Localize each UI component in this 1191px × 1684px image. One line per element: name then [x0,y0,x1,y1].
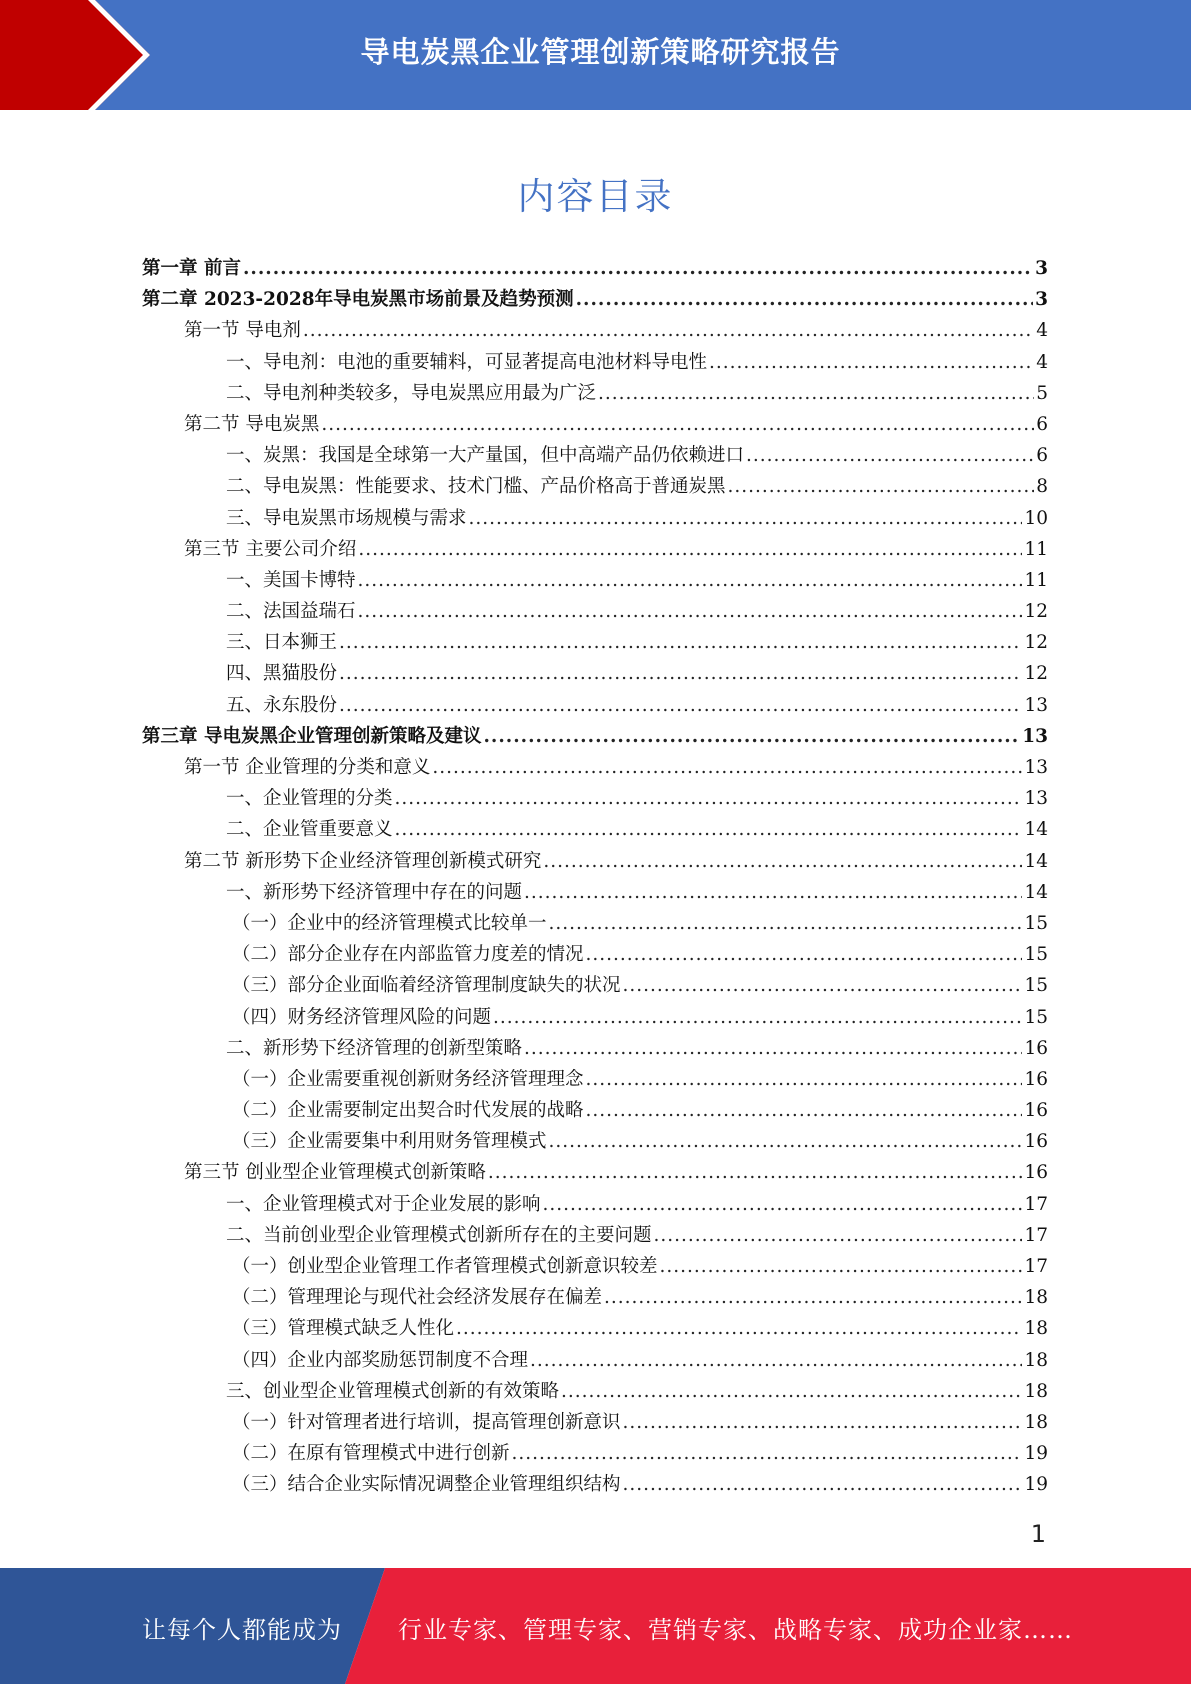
toc-entry[interactable] [142,379,1048,410]
toc-entry-label: 一、企业管理的分类 [226,788,393,810]
toc-entry-label: 第一节 导电剂 [184,320,301,342]
toc-entry-label: 第二章 2023-2028年导电炭黑市场前景及趋势预测 [142,289,574,311]
toc-dot-leader [243,258,1033,279]
toc-entry-page: 5 [1036,382,1048,404]
toc-entry-label: （四）企业内部奖励惩罚制度不合理 [232,1349,529,1371]
toc-title: 内容目录 [517,175,674,218]
toc-entry-page: 12 [1024,601,1048,623]
toc-entry[interactable] [142,940,1048,971]
toc-entry-label: （二）在原有管理模式中进行创新 [232,1443,510,1465]
toc-dot-leader [549,1131,1023,1152]
toc-entry-page: 14 [1024,850,1048,872]
toc-dot-leader [524,882,1022,903]
toc-entry[interactable] [142,410,1048,441]
toc-entry-page: 18 [1024,1411,1048,1433]
toc-entry-page: 11 [1024,538,1048,560]
toc-entry[interactable] [142,597,1048,628]
toc-dot-leader [623,975,1023,996]
toc-entry[interactable] [142,628,1048,659]
page-number: 1 [1030,1520,1046,1548]
toc-entry-label: 二、导电剂种类较多，导电炭黑应用最为广泛 [226,382,597,404]
toc-entry[interactable] [142,659,1048,690]
toc-entry-page: 13 [1022,725,1048,747]
toc-entry-page: 13 [1024,788,1048,810]
toc-dot-leader [654,1225,1023,1246]
toc-dot-leader [746,445,1034,466]
toc-dot-leader [543,1194,1023,1215]
toc-dot-leader [483,726,1020,747]
toc-dot-leader [728,476,1035,497]
toc-entry[interactable] [142,1377,1048,1408]
toc-entry[interactable] [142,753,1048,784]
toc-entry-label: 二、导电炭黑：性能要求、技术门槛、产品价格高于普通炭黑 [226,476,726,498]
toc-entry-page: 4 [1036,351,1048,373]
toc-entry-label: 五、永东股份 [226,694,338,716]
toc-entry-label: （一）针对管理者进行培训，提高管理创新意识 [232,1411,621,1433]
toc-entry-page: 12 [1024,632,1048,654]
toc-entry[interactable] [142,815,1048,846]
toc-dot-leader [543,851,1022,872]
toc-entry-label: （一）企业需要重视创新财务经济管理理念 [232,1068,584,1090]
toc-entry-label: 二、企业管重要意义 [226,819,393,841]
toc-entry[interactable] [142,348,1048,379]
toc-entry-page: 16 [1024,1100,1048,1122]
toc-entry-label: （三）部分企业面临着经济管理制度缺失的状况 [232,975,621,997]
toc-entry[interactable] [142,1346,1048,1377]
toc-entry[interactable] [142,1158,1048,1189]
toc-entry-page: 16 [1024,1068,1048,1090]
toc-dot-leader [321,414,1034,435]
toc-dot-leader [586,944,1023,965]
toc-dot-leader [456,1318,1022,1339]
toc-entry-page: 18 [1024,1287,1048,1309]
toc-entry-label: （二）管理理论与现代社会经济发展存在偏差 [232,1287,603,1309]
toc-dot-leader [709,352,1034,373]
toc-entry[interactable] [142,1252,1048,1283]
toc-entry[interactable] [142,1096,1048,1127]
toc-entry-page: 10 [1024,507,1048,529]
toc-entry-label: 第二节 导电炭黑 [184,413,320,435]
toc-entry-page: 11 [1024,569,1048,591]
toc-entry-label: 第三节 主要公司介绍 [184,538,357,560]
toc-entry-page: 15 [1024,912,1048,934]
toc-entry[interactable] [142,1283,1048,1314]
toc-dot-leader [561,1381,1022,1402]
toc-entry-page: 17 [1024,1224,1048,1246]
toc-entry[interactable] [142,1003,1048,1034]
toc-dot-leader [358,601,1023,622]
toc-entry-label: 第三章 导电炭黑企业管理创新策略及建议 [142,725,482,747]
toc-entry[interactable] [142,1314,1048,1345]
toc-dot-leader [469,508,1023,529]
toc-dot-leader [339,695,1022,716]
toc-entry[interactable] [142,1408,1048,1439]
toc-entry[interactable] [142,1034,1048,1065]
toc-entry[interactable] [142,878,1048,909]
toc-dot-leader [586,1069,1023,1090]
toc-dot-leader [586,1100,1023,1121]
toc-entry-label: （一）创业型企业管理工作者管理模式创新意识较差 [232,1256,658,1277]
toc-entry[interactable] [142,441,1048,472]
toc-entry[interactable] [142,691,1048,722]
toc-dot-leader [576,289,1034,310]
toc-entry[interactable] [142,1221,1048,1252]
toc-dot-leader [358,570,1023,591]
toc-entry[interactable] [142,254,1048,285]
toc-entry-label: 第一节 企业管理的分类和意义 [184,757,431,778]
toc-dot-leader [524,1038,1022,1059]
toc-entry-page: 13 [1024,757,1048,778]
toc-entry-page: 14 [1024,881,1048,903]
toc-entry-page: 3 [1035,258,1048,279]
toc-entry-label: 第二节 新形势下企业经济管理创新模式研究 [184,850,542,872]
toc-dot-leader [303,320,1034,341]
toc-dot-leader [358,539,1022,560]
toc-entry-page: 6 [1036,413,1048,435]
toc-dot-leader [598,383,1034,404]
toc-dot-leader [339,663,1022,684]
toc-dot-leader [488,1162,1023,1183]
toc-entry-label: 一、导电剂：电池的重要辅料，可显著提高电池材料导电性 [226,351,708,373]
toc-entry-label: 一、美国卡博特 [226,569,356,591]
footer-slogan-right: 行业专家、管理专家、营销专家、战略专家、成功企业家…… [398,1616,1073,1644]
toc-entry[interactable] [142,1127,1048,1158]
toc-entry[interactable] [142,472,1048,503]
toc-dot-leader [604,1287,1022,1308]
toc-entry-page: 17 [1024,1256,1048,1277]
toc-entry[interactable] [142,285,1048,316]
toc-entry[interactable] [142,566,1048,597]
toc-entry-page: 12 [1024,663,1048,685]
toc-entry-page: 18 [1024,1318,1048,1340]
toc-entry-page: 15 [1024,975,1048,997]
toc-entry[interactable] [142,1190,1048,1221]
toc-entry-label: 二、新形势下经济管理的创新型策略 [226,1037,523,1059]
toc-dot-leader [512,1443,1023,1464]
header-banner [0,0,1191,110]
toc-entry-page: 14 [1024,819,1048,841]
toc-entry[interactable] [142,909,1048,940]
footer-slogan-left: 让每个人都能成为 [142,1616,342,1644]
toc-entry-label: 第三节 创业型企业管理模式创新策略 [184,1162,486,1184]
header-title: 导电炭黑企业管理创新策略研究报告 [360,35,841,69]
toc-entry-page: 13 [1024,694,1048,716]
toc-entry-page: 16 [1024,1037,1048,1059]
toc-entry[interactable] [142,1470,1048,1501]
toc-entry[interactable] [142,847,1048,878]
toc-entry-page: 18 [1024,1380,1048,1402]
toc-dot-leader [623,1412,1023,1433]
toc-entry-label: 一、新形势下经济管理中存在的问题 [226,881,523,903]
toc-entry-page: 8 [1036,476,1048,498]
toc-dot-leader [493,1007,1022,1028]
toc-entry[interactable] [142,1439,1048,1470]
toc-entry[interactable] [142,971,1048,1002]
toc-dot-leader [395,819,1023,840]
toc-entry-label: 三、日本狮王 [226,632,338,654]
toc-entry-page: 17 [1024,1193,1048,1215]
toc-entry-label: （一）企业中的经济管理模式比较单一 [232,912,547,934]
toc-dot-leader [530,1350,1022,1371]
toc-entry-page: 16 [1024,1162,1048,1184]
toc-entry-page: 3 [1035,289,1048,311]
footer-banner [0,1568,1191,1684]
toc-entry[interactable] [142,1065,1048,1096]
toc-dot-leader [623,1474,1023,1495]
toc-entry[interactable] [142,535,1048,566]
toc-entry[interactable] [142,316,1048,347]
toc-entry-page: 4 [1036,320,1048,342]
toc-dot-leader [339,632,1022,653]
toc-dot-leader [395,788,1023,809]
toc-entry-label: （四）财务经济管理风险的问题 [232,1006,492,1028]
toc-entry-label: （二）部分企业存在内部监管力度差的情况 [232,944,584,966]
toc-entry-page: 6 [1036,445,1048,467]
toc-entry-label: 二、当前创业型企业管理模式创新所存在的主要问题 [226,1224,652,1246]
toc-entry-label: 第一章 前言 [142,258,241,279]
toc-entry-label: （三）管理模式缺乏人性化 [232,1318,455,1340]
toc-entry-page: 19 [1024,1474,1048,1496]
toc-entry-label: （二）企业需要制定出契合时代发展的战略 [232,1100,584,1122]
toc-entry[interactable] [142,784,1048,815]
toc-entry[interactable] [142,504,1048,535]
toc-entry-label: （三）结合企业实际情况调整企业管理组织结构 [232,1474,621,1496]
toc-entry-page: 19 [1024,1443,1048,1465]
toc-entry-label: 二、法国益瑞石 [226,601,356,623]
toc-entry-label: 一、企业管理模式对于企业发展的影响 [226,1193,541,1215]
toc-dot-leader [660,1256,1023,1277]
toc-dot-leader [549,913,1023,934]
toc-entry-page: 16 [1024,1131,1048,1153]
toc-entry-page: 15 [1024,1006,1048,1028]
toc-entry-label: 一、炭黑：我国是全球第一大产量国，但中高端产品仍依赖进口 [226,445,745,467]
toc-entry-label: 四、黑猫股份 [226,663,338,685]
toc-entry-label: 三、导电炭黑市场规模与需求 [226,507,467,529]
toc-entry-page: 18 [1024,1349,1048,1371]
toc-entry-label: 三、创业型企业管理模式创新的有效策略 [226,1380,560,1402]
toc-entry-label: （三）企业需要集中利用财务管理模式 [232,1131,547,1153]
toc-dot-leader [432,757,1022,778]
toc-entry[interactable] [142,722,1048,753]
toc-entry-page: 15 [1024,944,1048,966]
table-of-contents [142,254,1048,1502]
